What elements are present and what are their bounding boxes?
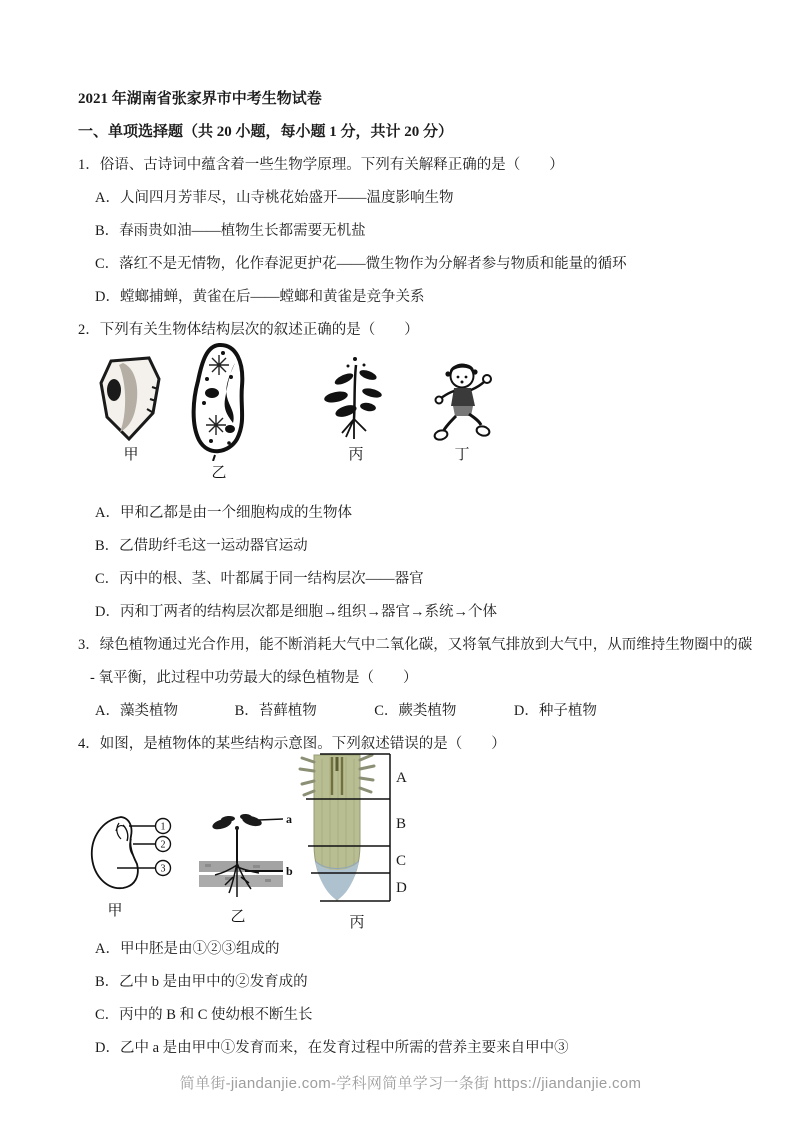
- question-4-option-d: D．乙中 a 是由甲中①发育而来，在发育过程中所需的营养主要来自甲中③: [95, 1040, 569, 1056]
- root-zone-b-label: B: [396, 816, 407, 832]
- plant-illustration-icon: [318, 353, 394, 443]
- question-1-option-d: D．螳螂捕蝉，黄雀在后——螳螂和黄雀是竞争关系: [95, 289, 425, 305]
- question-2-option-b: B．乙借助纤毛这一运动器官运动: [95, 538, 308, 554]
- figure-label-bing: 丙: [349, 915, 365, 931]
- figure-yi-paramecium: [185, 341, 253, 481]
- question-4-option-a: A．甲中胚是由①②③组成的: [95, 941, 280, 957]
- root-zone-d-label: D: [396, 880, 407, 896]
- question-2-option-c: C．丙中的根、茎、叶都属于同一结构层次——器官: [95, 571, 424, 587]
- figure-bing-root-tip: [298, 749, 416, 931]
- root-tip-photo-icon: [298, 749, 416, 911]
- question-2-option-a: A．甲和乙都是由一个细胞构成的生物体: [95, 505, 352, 521]
- figure-yi-seedling: [195, 811, 295, 925]
- question-2-figure-row: [78, 347, 743, 497]
- figure-jia-seed: [85, 811, 185, 919]
- question-1-stem: 1．俗语、古诗词中蕴含着一些生物学原理。下列有关解释正确的是（ ）: [78, 157, 564, 173]
- question-4-option-b: B．乙中 b 是由甲中的②发育成的: [95, 974, 308, 990]
- figure-jia-cell: [95, 353, 167, 463]
- seedling-b-label: b: [286, 864, 293, 878]
- figure-label-jia: 甲: [107, 903, 123, 919]
- question-3-stem-line1: 3．绿色植物通过光合作用，能不断消耗大气中二氧化碳，又将氧气排放到大气中，从而维持生物圈中的碳: [78, 637, 753, 653]
- figure-ding-child: [428, 359, 496, 463]
- figure-label-yi: 乙: [230, 909, 246, 925]
- root-zone-c-label: C: [396, 853, 407, 869]
- bean-seed-illustration-icon: [85, 811, 185, 899]
- question-3-option-a: A．藻类植物: [95, 703, 178, 719]
- question-3-option-c: C．蕨类植物: [374, 703, 457, 719]
- paramecium-illustration-icon: [185, 341, 253, 461]
- doc-title: 2021 年湖南省张家界市中考生物试卷: [78, 91, 322, 107]
- seed-part-2-label: 2: [160, 839, 166, 851]
- question-3-stem-line2: - 氧平衡，此过程中功劳最大的绿色植物是（ ）: [90, 670, 418, 686]
- root-zone-a-label: A: [396, 770, 407, 786]
- seed-part-3-label: 3: [160, 863, 166, 875]
- question-4-stem: 4．如图，是植物体的某些结构示意图。下列叙述错误的是（ ）: [78, 736, 506, 752]
- seedling-a-label: a: [286, 812, 292, 826]
- child-illustration-icon: [428, 359, 496, 443]
- question-4-option-c: C．丙中的 B 和 C 使幼根不断生长: [95, 1007, 313, 1023]
- question-1-option-a: A．人间四月芳菲尽，山寺桃花始盛开——温度影响生物: [95, 190, 454, 206]
- question-3-option-d: D．种子植物: [513, 703, 597, 719]
- question-2-option-d: D．丙和丁两者的结构层次都是细胞→组织→器官→系统→个体: [95, 604, 497, 620]
- figure-label-jia: 甲: [123, 447, 139, 463]
- question-1-option-c: C．落红不是无情物，化作春泥更护花——微生物作为分解者参与物质和能量的循环: [95, 256, 627, 272]
- question-3-option-b: B．苔藓植物: [234, 703, 317, 719]
- question-3-options-row: [78, 695, 743, 728]
- question-1-option-b: B．春雨贵如油——植物生长都需要无机盐: [95, 223, 366, 239]
- figure-bing-plant: [318, 353, 394, 463]
- figure-label-yi: 乙: [211, 465, 227, 481]
- cell-illustration-icon: [95, 353, 167, 443]
- section-header: 一、单项选择题（共 20 小题，每小题 1 分，共计 20 分）: [78, 124, 454, 140]
- question-4-figure-row: [78, 761, 743, 933]
- question-2-stem: 2．下列有关生物体结构层次的叙述正确的是（ ）: [78, 322, 419, 338]
- seedling-illustration-icon: [195, 811, 295, 905]
- seed-part-1-label: 1: [160, 821, 166, 833]
- figure-label-ding: 丁: [454, 447, 470, 463]
- figure-label-bing: 丙: [348, 447, 364, 463]
- watermark-footer: 简单街-jiandanjie.com-学科网简单学习一条街 https://jiandanjie.com: [179, 1075, 642, 1092]
